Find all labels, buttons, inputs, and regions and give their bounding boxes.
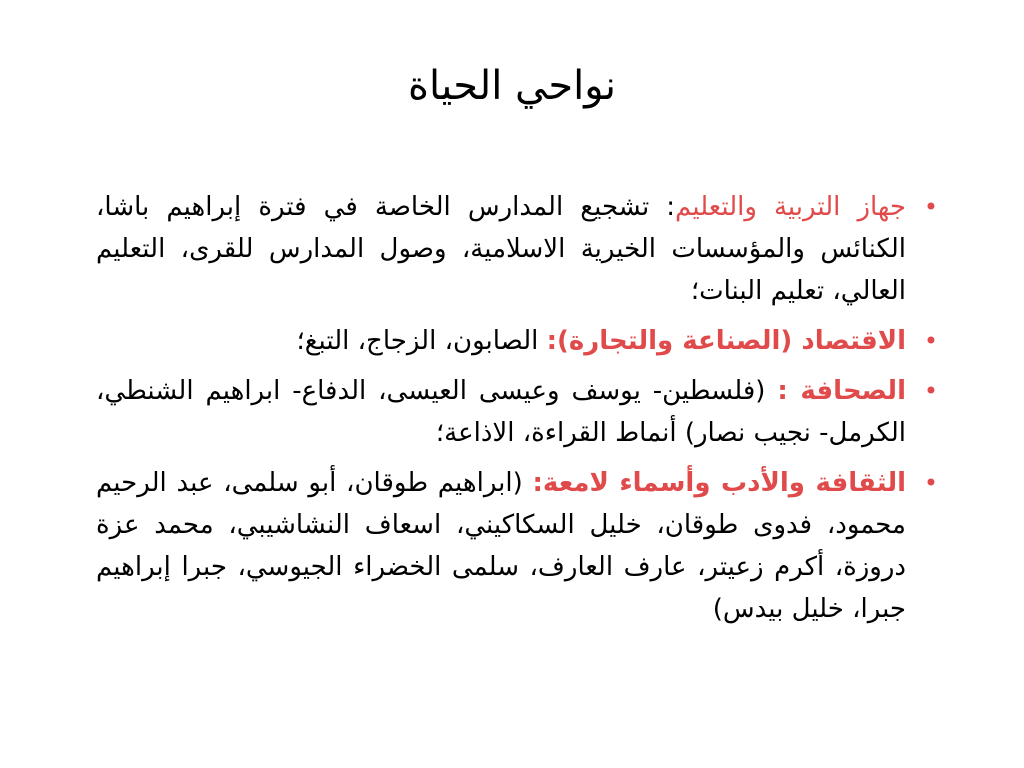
list-item-culture — [96, 462, 938, 630]
bullet-list — [96, 186, 938, 638]
item-text: الصابون، الزجاج، التبغ؛ — [296, 326, 547, 356]
item-text: (فلسطين- يوسف وعيسى العيسى، الدفاع- ابراهيم الشنطي، الكرمل- نجيب نصار) أنماط القراءة، الاذاعة؛ — [96, 376, 906, 448]
item-text: : تشجيع المدارس الخاصة في فترة إبراهيم باشا، الكنائس والمؤسسات الخيرية الاسلامية، وصول المدارس للقرى، التعليم العالي، تعليم البنات؛ — [96, 192, 906, 306]
bullet-icon: • — [923, 377, 938, 405]
item-text: (ابراهيم طوقان، أبو سلمى، عبد الرحيم محمود، فدوى طوقان، خليل السكاكيني، اسعاف النشاشيبي، محمد عزة دروزة، أكرم زعيتر، عارف العارف، سلمى الخضراء الجيوسي، جبرا إبراهيم جبرا، خليل بيدس) — [96, 468, 906, 624]
bullet-icon: • — [923, 193, 938, 221]
item-heading: الثقافة والأدب وأسماء لامعة: — [532, 468, 906, 498]
bullet-icon: • — [923, 469, 938, 497]
list-item-economy — [96, 320, 938, 362]
item-heading: الصحافة : — [777, 376, 906, 406]
list-item-education — [96, 186, 938, 312]
item-heading: الاقتصاد (الصناعة والتجارة): — [546, 326, 906, 356]
bullet-icon: • — [923, 327, 938, 355]
item-heading: جهاز التربية والتعليم — [675, 192, 906, 222]
list-item-press — [96, 370, 938, 454]
slide-title: نواحي الحياة — [407, 63, 617, 109]
